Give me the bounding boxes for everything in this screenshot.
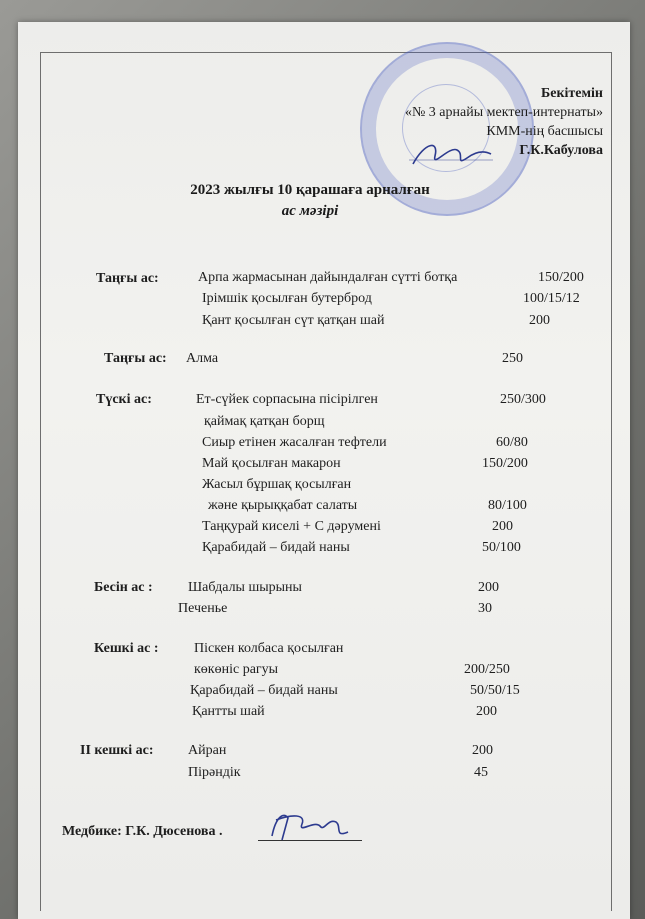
dish: Ет-сүйек сорпасына пісірілген (196, 392, 378, 407)
dish: және қырыққабат салаты (208, 498, 358, 513)
dish: Май қосылған макарон (202, 456, 341, 471)
dish: Піскен колбаса қосылған (194, 641, 344, 656)
dish: Айран (188, 743, 227, 758)
meal-name: Бесін ас : (94, 580, 153, 595)
dish: Печенье (178, 601, 228, 616)
dish: Арпа жармасынан дайындалған сүтті ботқа (198, 270, 458, 285)
meal-name: ІІ кешкі ас: (80, 743, 154, 758)
dish: Таңқурай киселі + С дәрумені (202, 519, 381, 534)
menu-date-line: 2023 жылғы 10 қарашаға арналған (190, 182, 430, 198)
portion: 200 (478, 580, 499, 595)
portion: 150/200 (482, 456, 528, 471)
approval-position: КММ-нің басшысы (486, 124, 603, 139)
portion: 80/100 (488, 498, 527, 513)
menu-subtitle: ас мәзірі (281, 203, 339, 219)
portion: 200 (529, 313, 550, 328)
meal-name: Кешкі ас : (94, 641, 159, 656)
dish: Ірімшік қосылған бутерброд (202, 291, 372, 306)
menu-title (0, 180, 645, 222)
approval-school: «№ 3 арнайы мектеп-интернаты» (404, 105, 603, 120)
portion: 200 (492, 519, 513, 534)
portion: 30 (478, 601, 492, 616)
dish: Қант қосылған сүт қатқан шай (202, 313, 385, 328)
dish: қаймақ қатқан борщ (204, 414, 325, 429)
portion: 50/100 (482, 540, 521, 555)
portion: 200 (476, 704, 497, 719)
dish: Сиыр етінен жасалған тефтели (202, 435, 387, 450)
dish: Қарабидай – бидай наны (202, 540, 350, 555)
approval-heading: Бекітемін (540, 86, 603, 101)
portion: 200/250 (464, 662, 510, 677)
portion: 50/50/15 (470, 683, 520, 698)
portion: 150/200 (538, 270, 584, 285)
approval-name: Г.К.Кабулова (519, 143, 603, 158)
nurse-line: Медбике: Г.К. Дюсенова . (62, 824, 223, 839)
dish: Қантты шай (192, 704, 265, 719)
portion: 60/80 (496, 435, 528, 450)
portion: 250/300 (500, 392, 546, 407)
dish: Жасыл бұршақ қосылған (202, 477, 352, 492)
portion: 250 (502, 351, 523, 366)
portion: 100/15/12 (523, 291, 580, 306)
dish: Шабдалы шырыны (188, 580, 302, 595)
portion: 200 (472, 743, 493, 758)
meal-name: Түскі ас: (96, 392, 152, 407)
director-signature-icon (405, 136, 495, 172)
nurse-signature-icon (262, 806, 362, 846)
dish: Пірәндік (188, 765, 241, 780)
dish: көкөніс рагуы (194, 662, 279, 677)
meal-name: Таңғы ас: (104, 351, 167, 366)
dish: Қарабидай – бидай наны (190, 683, 338, 698)
dish: Алма (186, 351, 219, 366)
meal-name: Таңғы ас: (96, 271, 159, 286)
portion: 45 (474, 765, 488, 780)
